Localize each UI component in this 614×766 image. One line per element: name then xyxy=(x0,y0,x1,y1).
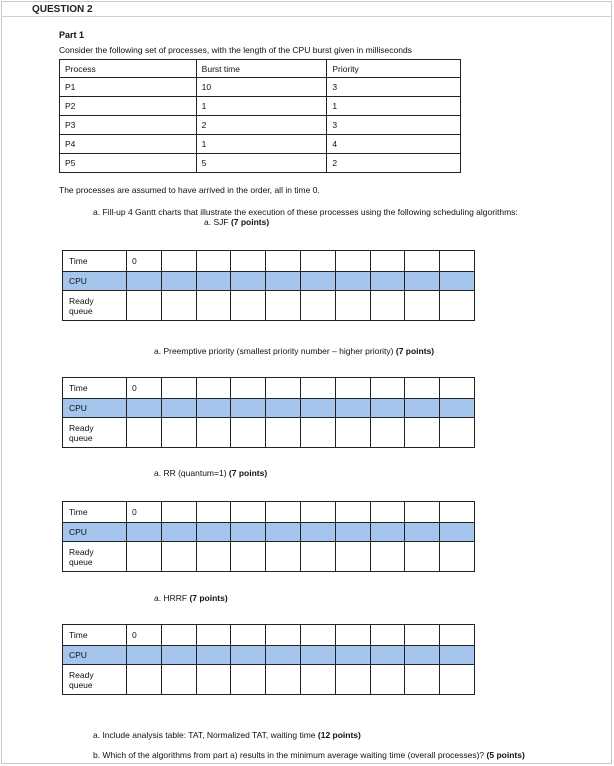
time-cell[interactable] xyxy=(370,502,405,523)
ready-queue-cell[interactable] xyxy=(370,291,405,321)
table-cell: P1 xyxy=(60,78,197,97)
gantt-ready-queue-row xyxy=(63,418,475,448)
time-label: Time xyxy=(63,378,127,399)
ready-queue-cell[interactable] xyxy=(335,418,370,448)
ready-queue-cell[interactable] xyxy=(335,665,370,695)
time-cell[interactable] xyxy=(405,502,440,523)
table-cell: P3 xyxy=(60,116,197,135)
ready-queue-cell[interactable] xyxy=(300,542,335,572)
gantt-ready-queue-row xyxy=(63,665,475,695)
chart-title-hrrf: a. HRRF (7 points) xyxy=(154,593,228,603)
time-cell[interactable] xyxy=(440,251,475,272)
table-cell: P2 xyxy=(60,97,197,116)
table-cell: 10 xyxy=(196,78,327,97)
time-cell[interactable] xyxy=(231,502,266,523)
ready-queue-cell[interactable] xyxy=(231,665,266,695)
ready-queue-label: Ready queue xyxy=(63,542,127,572)
gantt-time-row xyxy=(63,378,475,399)
cpu-cell[interactable] xyxy=(231,272,266,291)
document-page xyxy=(1,1,612,764)
header-priority: Priority xyxy=(327,60,461,78)
gantt-cpu-row xyxy=(63,523,475,542)
ready-queue-cell[interactable] xyxy=(370,542,405,572)
time-cell[interactable] xyxy=(405,378,440,399)
table-cell: P5 xyxy=(60,154,197,173)
ready-queue-cell[interactable] xyxy=(196,291,231,321)
part-title: Part 1 xyxy=(59,30,85,40)
gantt-time-row xyxy=(63,251,475,272)
cpu-label: CPU xyxy=(63,399,127,418)
ready-queue-cell[interactable] xyxy=(405,418,440,448)
cpu-cell[interactable] xyxy=(335,399,370,418)
footer-item-question: b. Which of the algorithms from part a) results in the minimum average waiting time (overall processes)? (5 points) xyxy=(93,750,525,760)
gantt-ready-queue-row xyxy=(63,542,475,572)
ready-queue-cell[interactable] xyxy=(370,665,405,695)
cpu-cell[interactable] xyxy=(370,523,405,542)
cpu-cell[interactable] xyxy=(127,523,162,542)
cpu-cell[interactable] xyxy=(161,272,196,291)
ready-queue-cell[interactable] xyxy=(196,665,231,695)
time-cell[interactable] xyxy=(370,378,405,399)
ready-queue-cell[interactable] xyxy=(370,418,405,448)
ready-queue-cell[interactable] xyxy=(405,542,440,572)
time-cell[interactable] xyxy=(405,625,440,646)
ready-queue-cell[interactable] xyxy=(127,418,162,448)
table-cell: 5 xyxy=(196,154,327,173)
time-cell[interactable] xyxy=(231,378,266,399)
time-cell[interactable] xyxy=(405,251,440,272)
chart-title-rr: a. RR (quantum=1) (7 points) xyxy=(154,468,268,478)
time-cell[interactable] xyxy=(266,378,301,399)
table-cell: 4 xyxy=(327,135,461,154)
time-cell[interactable] xyxy=(440,378,475,399)
time-cell[interactable] xyxy=(300,502,335,523)
time-label: Time xyxy=(63,502,127,523)
process-table xyxy=(59,59,461,173)
gantt-cpu-row xyxy=(63,646,475,665)
ready-queue-label: Ready queue xyxy=(63,418,127,448)
cpu-cell[interactable] xyxy=(196,523,231,542)
ready-queue-cell[interactable] xyxy=(266,291,301,321)
ready-queue-cell[interactable] xyxy=(127,542,162,572)
time-cell[interactable] xyxy=(370,625,405,646)
table-row xyxy=(60,154,461,173)
cpu-cell[interactable] xyxy=(127,646,162,665)
cpu-cell[interactable] xyxy=(405,523,440,542)
footer-item-analysis: a. Include analysis table: TAT, Normalized TAT, waiting time (12 points) xyxy=(93,730,361,740)
ready-queue-cell[interactable] xyxy=(440,418,475,448)
time-cell[interactable] xyxy=(440,625,475,646)
time-cell[interactable] xyxy=(440,502,475,523)
ready-queue-cell[interactable] xyxy=(127,291,162,321)
cpu-cell[interactable] xyxy=(405,399,440,418)
gantt-chart-rr xyxy=(62,501,475,572)
table-cell: 2 xyxy=(327,154,461,173)
table-cell: 1 xyxy=(327,97,461,116)
cpu-cell[interactable] xyxy=(335,523,370,542)
cpu-cell[interactable] xyxy=(161,523,196,542)
cpu-cell[interactable] xyxy=(231,523,266,542)
time-cell[interactable] xyxy=(300,251,335,272)
ready-queue-cell[interactable] xyxy=(266,665,301,695)
ready-queue-cell[interactable] xyxy=(300,418,335,448)
table-cell: 2 xyxy=(196,116,327,135)
ready-queue-cell[interactable] xyxy=(196,418,231,448)
time-cell[interactable] xyxy=(266,251,301,272)
time-cell[interactable] xyxy=(196,378,231,399)
table-row xyxy=(60,135,461,154)
cpu-cell[interactable] xyxy=(266,646,301,665)
cpu-cell[interactable] xyxy=(196,272,231,291)
table-cell: 3 xyxy=(327,116,461,135)
ready-queue-cell[interactable] xyxy=(231,542,266,572)
cpu-cell[interactable] xyxy=(266,399,301,418)
cpu-cell[interactable] xyxy=(300,523,335,542)
cpu-cell[interactable] xyxy=(300,399,335,418)
time-cell[interactable] xyxy=(231,251,266,272)
time-label: Time xyxy=(63,625,127,646)
ready-queue-cell[interactable] xyxy=(300,291,335,321)
ready-queue-cell[interactable] xyxy=(266,418,301,448)
gantt-cpu-row xyxy=(63,272,475,291)
cpu-cell[interactable] xyxy=(405,646,440,665)
cpu-cell[interactable] xyxy=(196,399,231,418)
ready-queue-cell[interactable] xyxy=(161,665,196,695)
ready-queue-cell[interactable] xyxy=(440,665,475,695)
ready-queue-cell[interactable] xyxy=(405,665,440,695)
time-cell[interactable] xyxy=(335,625,370,646)
intro-text: Consider the following set of processes, with the length of the CPU burst given in milliseconds xyxy=(59,45,412,55)
table-cell: 3 xyxy=(327,78,461,97)
cpu-cell[interactable] xyxy=(370,272,405,291)
ready-queue-cell[interactable] xyxy=(266,542,301,572)
time-cell[interactable]: 0 xyxy=(127,625,162,646)
instruction-text: a. Fill-up 4 Gantt charts that illustrate the execution of these processes using the following scheduling algorithms: xyxy=(93,207,518,217)
time-cell[interactable] xyxy=(196,251,231,272)
cpu-cell[interactable] xyxy=(231,399,266,418)
cpu-cell[interactable] xyxy=(440,523,475,542)
cpu-cell[interactable] xyxy=(440,272,475,291)
gantt-time-row xyxy=(63,625,475,646)
table-row xyxy=(60,97,461,116)
header-process: Process xyxy=(60,60,197,78)
time-cell[interactable] xyxy=(196,625,231,646)
ready-queue-cell[interactable] xyxy=(127,665,162,695)
cpu-cell[interactable] xyxy=(266,523,301,542)
table-row xyxy=(60,116,461,135)
gantt-chart-sjf xyxy=(62,250,475,321)
time-cell[interactable] xyxy=(161,378,196,399)
cpu-cell[interactable] xyxy=(370,399,405,418)
cpu-cell[interactable] xyxy=(127,399,162,418)
time-cell[interactable] xyxy=(370,251,405,272)
gantt-cpu-row xyxy=(63,399,475,418)
time-cell[interactable]: 0 xyxy=(127,251,162,272)
arrival-note: The processes are assumed to have arrived in the order, all in time 0. xyxy=(59,185,320,195)
ready-queue-cell[interactable] xyxy=(196,542,231,572)
time-label: Time xyxy=(63,251,127,272)
ready-queue-cell[interactable] xyxy=(335,542,370,572)
time-cell[interactable] xyxy=(196,502,231,523)
time-cell[interactable] xyxy=(335,502,370,523)
ready-queue-cell[interactable] xyxy=(161,291,196,321)
gantt-chart-hrrf xyxy=(62,624,475,695)
ready-queue-cell[interactable] xyxy=(335,291,370,321)
cpu-label: CPU xyxy=(63,646,127,665)
cpu-cell[interactable] xyxy=(196,646,231,665)
question-title: QUESTION 2 xyxy=(2,2,611,17)
cpu-cell[interactable] xyxy=(161,399,196,418)
ready-queue-cell[interactable] xyxy=(300,665,335,695)
cpu-cell[interactable] xyxy=(300,272,335,291)
time-cell[interactable] xyxy=(300,378,335,399)
time-cell[interactable] xyxy=(161,251,196,272)
ready-queue-cell[interactable] xyxy=(405,291,440,321)
ready-queue-cell[interactable] xyxy=(161,542,196,572)
chart-title-sjf: a. SJF (7 points) xyxy=(204,217,270,227)
cpu-cell[interactable] xyxy=(440,399,475,418)
ready-queue-cell[interactable] xyxy=(231,291,266,321)
table-cell: 1 xyxy=(196,135,327,154)
time-cell[interactable]: 0 xyxy=(127,378,162,399)
time-cell[interactable]: 0 xyxy=(127,502,162,523)
cpu-label: CPU xyxy=(63,272,127,291)
time-cell[interactable] xyxy=(231,625,266,646)
time-cell[interactable] xyxy=(161,502,196,523)
time-cell[interactable] xyxy=(161,625,196,646)
cpu-cell[interactable] xyxy=(300,646,335,665)
header-burst-time: Burst time xyxy=(196,60,327,78)
table-cell: P4 xyxy=(60,135,197,154)
cpu-cell[interactable] xyxy=(335,646,370,665)
cpu-label: CPU xyxy=(63,523,127,542)
cpu-cell[interactable] xyxy=(405,272,440,291)
table-row xyxy=(60,78,461,97)
ready-queue-label: Ready queue xyxy=(63,291,127,321)
table-header-row xyxy=(60,60,461,78)
cpu-cell[interactable] xyxy=(370,646,405,665)
ready-queue-label: Ready queue xyxy=(63,665,127,695)
ready-queue-cell[interactable] xyxy=(231,418,266,448)
time-cell[interactable] xyxy=(266,625,301,646)
table-cell: 1 xyxy=(196,97,327,116)
cpu-cell[interactable] xyxy=(335,272,370,291)
time-cell[interactable] xyxy=(335,251,370,272)
time-cell[interactable] xyxy=(300,625,335,646)
ready-queue-cell[interactable] xyxy=(440,542,475,572)
gantt-time-row xyxy=(63,502,475,523)
gantt-chart-priority xyxy=(62,377,475,448)
cpu-cell[interactable] xyxy=(231,646,266,665)
cpu-cell[interactable] xyxy=(440,646,475,665)
chart-title-priority: a. Preemptive priority (smallest priority number – higher priority) (7 points) xyxy=(154,346,435,356)
cpu-cell[interactable] xyxy=(161,646,196,665)
gantt-ready-queue-row xyxy=(63,291,475,321)
time-cell[interactable] xyxy=(266,502,301,523)
ready-queue-cell[interactable] xyxy=(440,291,475,321)
time-cell[interactable] xyxy=(335,378,370,399)
cpu-cell[interactable] xyxy=(127,272,162,291)
ready-queue-cell[interactable] xyxy=(161,418,196,448)
cpu-cell[interactable] xyxy=(266,272,301,291)
